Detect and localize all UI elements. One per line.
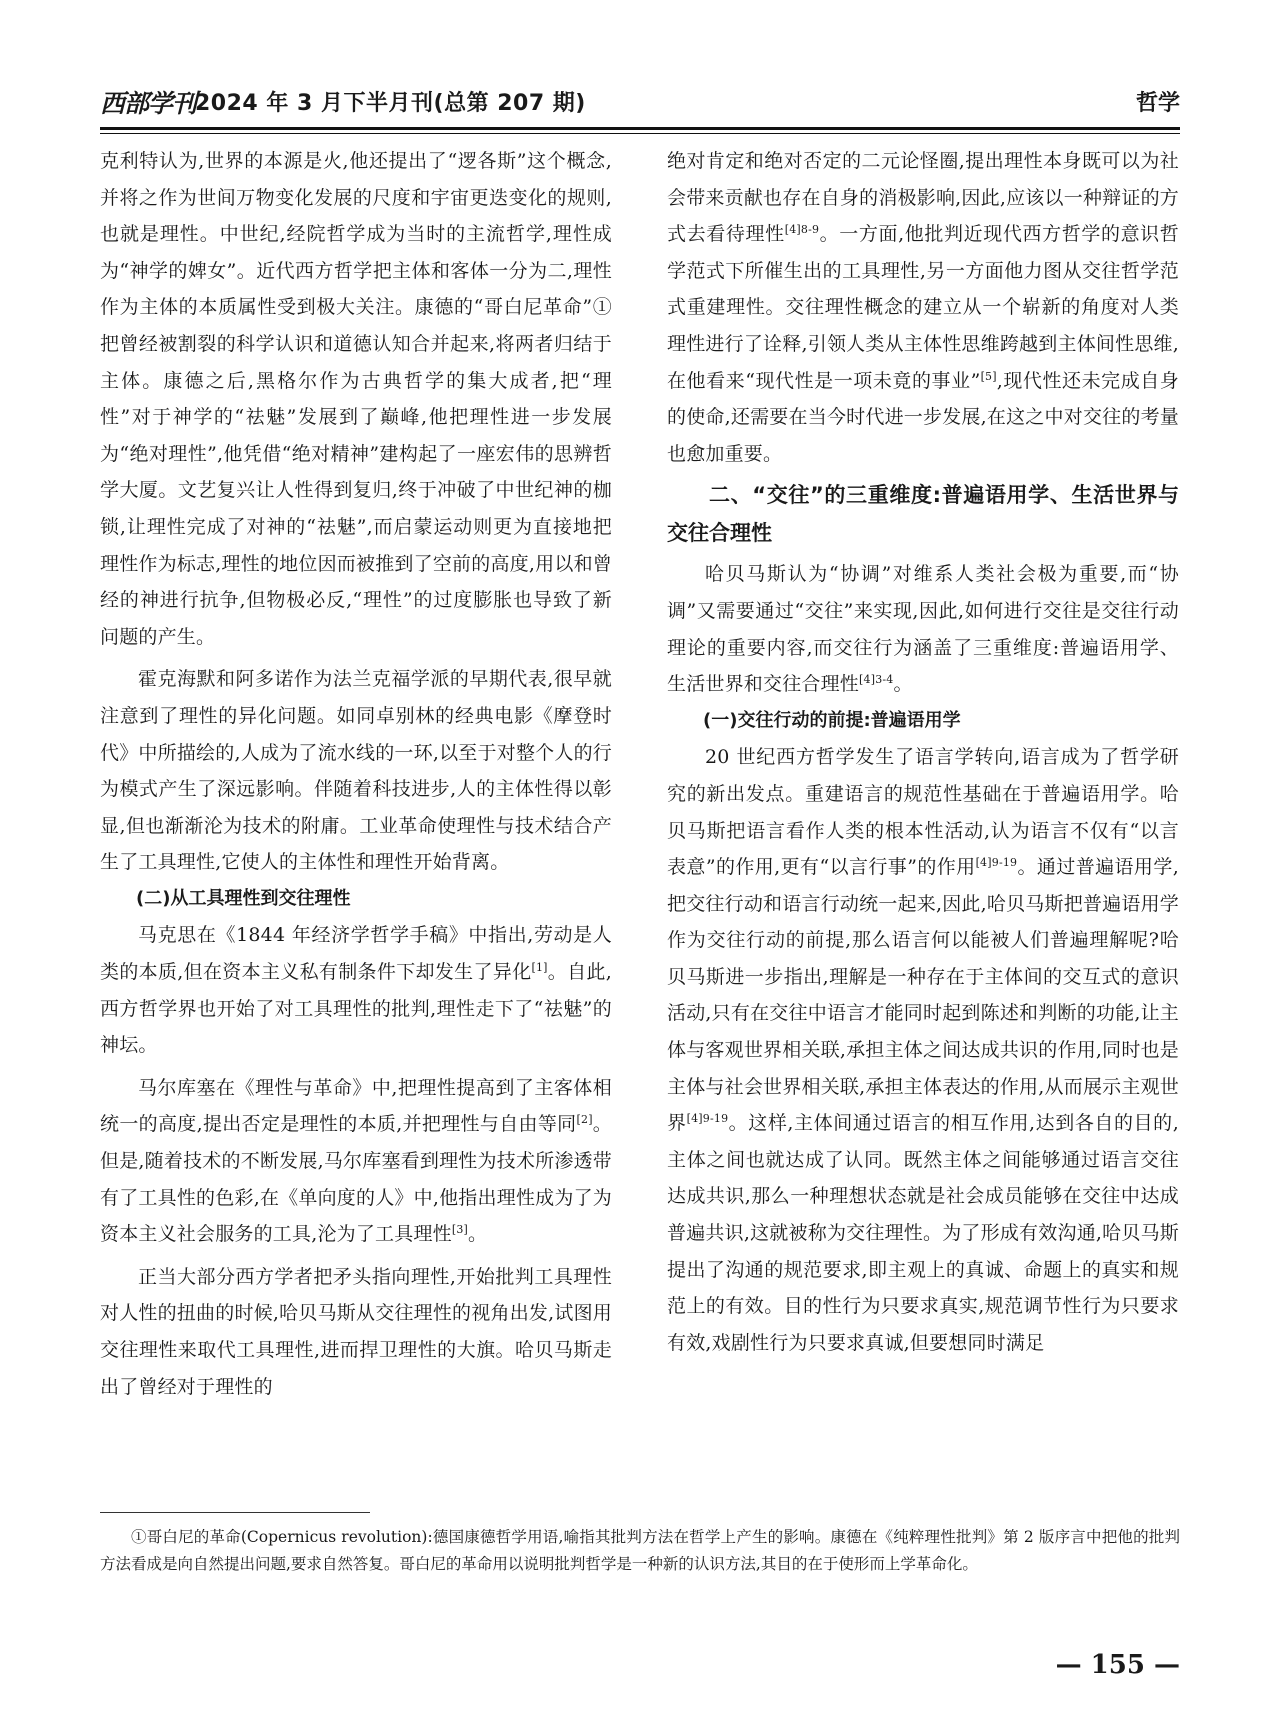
issue-info: 2024 年 3 月下半月刊(总第 207 期)	[195, 91, 586, 116]
paragraph: 正当大部分西方学者把矛头指向理性,开始批判工具理性对人性的扭曲的时候,哈贝马斯从交往理性的视角出发,试图用交往理性来取代工具理性,进而捍卫理性的大旗。哈贝马斯走出了曾经对于理性的	[100, 1265, 612, 1398]
citation-ref: [4]3-4	[859, 673, 894, 687]
citation-ref: [5]	[980, 369, 997, 383]
paragraph: 克利特认为,世界的本源是火,他还提出了“逻各斯”这个概念,并将之作为世间万物变化发展的尺度和宇宙更迭变化的规则,也就是理性。中世纪,经院哲学成为当时的主流哲学,理性成为“神学的婢女”。近代西方哲学把主体和客体一分为二,理性作为主体的本质属性受到极大关注。康德的“哥白尼革命”①把曾经被割裂的科学认识和道德认知合并起来,将两者归结于主体。康德之后,黑格尔作为古典哲学的集大成者,把“理性”对于神学的“祛魅”发展到了巅峰,他把理性进一步发展为“绝对理性”,他凭借“绝对精神”建构起了一座宏伟的思辨哲学大厦。文艺复兴让人性得到复归,终于冲破了中世纪神的枷锁,让理性完成了对神的“祛魅”,而启蒙运动则更为直接地把理性作为标志,理性的地位因而被推到了空前的高度,用以和曾经的神进行抗争,但物极必反,“理性”的过度膨胀也导致了新问题的产生。	[100, 150, 612, 648]
section-label: 哲学	[1135, 91, 1180, 116]
section-heading: 二、“交往”的三重维度:普遍语用学、生活世界与交往合理性	[667, 483, 1179, 546]
right-column	[667, 143, 1179, 1483]
citation-ref: [4]9-19	[686, 1112, 729, 1126]
citation-ref: [3]	[451, 1223, 469, 1237]
subsection-heading: (一)交往行动的前提:普遍语用学	[703, 709, 961, 731]
subsection-heading: (二)从工具理性到交往理性	[136, 887, 351, 909]
citation-ref: [4]8-9	[784, 223, 820, 237]
paragraph: 马克思在《1844 年经济学哲学手稿》中指出,劳动是人类的本质,但在资本主义私有制条件下却发生了异化[1]。自此,西方哲学界也开始了对工具理性的批判,理性走下了“祛魅”的神坛。	[100, 924, 612, 1057]
citation-ref: [2]	[576, 1113, 593, 1127]
footnote-rule	[100, 1512, 370, 1513]
paragraph: 20 世纪西方哲学发生了语言学转向,语言成为了哲学研究的新出发点。重建语言的规范性基础在于普遍语用学。哈贝马斯把语言看作人类的根本性活动,认为语言不仅有“以言表意”的作用,更有“以言行事”的作用$^{[4]9-19}$。通过普遍语用学,把交往行动和语言行动统一起来,因此,哈贝马斯把普遍语用学作为交往行动的前提,那么语言何以能被人们普遍理解呢?哈贝马斯进一步指出,理解是一种存在于主体间的交互式的意识活动,只有在交往中语言才能同时起到陈述和判断的功能,让主体与客观世界相关联,承担主体之间达成共识的作用,同时也是主体与社会世界相关联,承担主体表达的作用,从而展示主观世界$^{[4]9-19}$。这样,主体间通过语言的相互作用,达到各自的目的,主体之间也就达成了认同。既然主体之间能够通过语言交往达成共识,那么一种理想状态就是社会成员能够在交往中达成普遍共识,这就被称为交往理性。为了形成有效沟通,哈贝马斯提出了沟通的规范要求,即主观上的真诚、命题上的真实和规范上的有效。目的性行为只要求真实,规范调节性行为只要求有效,戏剧性行为只要求真诚,但要想同时满足	[667, 746, 1179, 1354]
left-column	[100, 143, 612, 1483]
paragraph: 哈贝马斯认为“协调”对维系人类社会极为重要,而“协调”又需要通过“交往”来实现,因此,如何进行交往是交往行动理论的重要内容,而交往行为涵盖了三重维度:普遍语用学、生活世界和交往合理性$^{[4]3-4}$。	[667, 563, 1179, 696]
journal-logo: 西部学刊	[100, 89, 197, 118]
paragraph: 霍克海默和阿多诺作为法兰克福学派的早期代表,很早就注意到了理性的异化问题。如同卓别林的经典电影《摩登时代》中所描绘的,人成为了流水线的一环,以至于对整个人的行为模式产生了深远影响。伴随着科技进步,人的主体性得以彰显,但也渐渐沦为技术的附庸。工业革命使理性与技术结合产生了工具理性,它使人的主体性和理性开始背离。	[100, 668, 612, 874]
paragraph: 绝对肯定和绝对否定的二元论怪圈,提出理性本身既可以为社会带来贡献也存在自身的消极影响,因此,应该以一种辩证的方式去看待理性$^{[4]8-9}$。一方面,他批判近现代西方哲学的意识哲学范式下所催生出的工具理性,另一方面他力图从交往哲学范式重建理性。交往理性概念的建立从一个崭新的角度对人类理性进行了诠释,引领人类从主体性思维跨越到主体间性思维,在他看来“现代性是一项未竟的事业”[5],现代性还未完成自身的使命,还需要在当今时代进一步发展,在这之中对交往的考量也愈加重要。	[667, 150, 1179, 465]
paragraph: 马尔库塞在《理性与革命》中,把理性提高到了主客体相统一的高度,提出否定是理性的本质,并把理性与自由等同[2]。但是,随着技术的不断发展,马尔库塞看到理性为技术所渗透带有了工具性的色彩,在《单向度的人》中,他指出理性成为了为资本主义社会服务的工具,沦为了工具理性[3]。	[100, 1076, 612, 1246]
header-rule-thin	[100, 133, 1180, 134]
citation-ref: [4]9-19	[975, 856, 1018, 870]
running-header	[100, 86, 1180, 126]
footnote: ①哥白尼的革命(Copernicus revolution):德国康德哲学用语,喻指其批判方法在哲学上产生的影响。康德在《纯粹理性批判》第 2 版序言中把他的批判方法看成是向自然提出问题,要求自然答复。哥白尼的革命用以说明批判哲学是一种新的认识方法,其目的在于使形而上学革命化。	[100, 1528, 1180, 1573]
citation-ref: [1]	[531, 961, 548, 975]
header-rule-thick	[100, 127, 1180, 130]
page-number: — 155 —	[1055, 1650, 1180, 1680]
